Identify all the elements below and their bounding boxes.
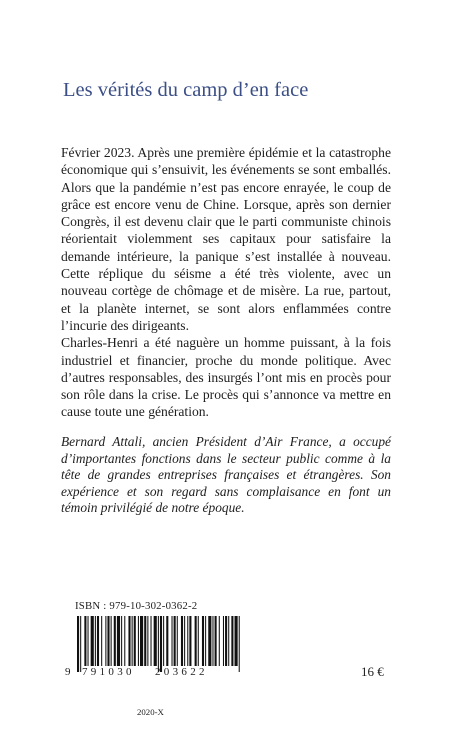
barcode-bar: [144, 616, 146, 666]
barcode-bar: [128, 616, 130, 666]
barcode-bar: [84, 616, 86, 666]
barcode-bar: [235, 616, 238, 666]
summary-paragraph-1: Février 2023. Après une première épidémie et la catastrophe économique qui s’ensuivit, les événements se sont emballés. Alors que la pandémie n’est pas encore enrayée, le coup de grâce est encore venu de Chine. Lorsque, après son dernier Congrès, il est devenu clair que le parti communiste chinois réorientait violemment ses capitaux pour satisfaire la demande intérieure, la panique s’est installée à nouveau. Cette réplique du séisme a été très violente, avec un nouveau cortège de chômage et de misère. La rue, partout, et la planète internet, se sont alors enflammées contre l’incurie des dirigeants.: [61, 145, 391, 333]
barcode-bar: [121, 616, 122, 666]
barcode-bar: [124, 616, 125, 666]
barcode-bar: [187, 616, 188, 666]
barcode-bar: [198, 616, 199, 666]
barcode-bar: [140, 616, 143, 666]
barcode-bar: [223, 616, 224, 666]
barcode-bar: [195, 616, 197, 666]
back-cover-summary: [61, 144, 391, 421]
price: 16 €: [361, 664, 384, 679]
book-title: Les vérités du camp d’en face: [63, 79, 309, 101]
barcode-bar: [151, 616, 152, 666]
barcode-bar: [239, 616, 240, 672]
barcode-bar: [208, 616, 211, 666]
barcode-bar: [147, 616, 148, 666]
barcode-bar: [205, 616, 206, 666]
barcode-bar: [219, 616, 220, 666]
barcode-bar: [231, 616, 233, 666]
barcode-bar: [174, 616, 176, 666]
barcode-bar: [105, 616, 106, 666]
barcode-bar: [114, 616, 116, 666]
barcode-bar: [177, 616, 178, 666]
barcode-bar: [95, 616, 96, 666]
barcode-bar: [184, 616, 185, 666]
barcode-bar: [166, 616, 168, 666]
barcode-digits-right: 203622: [155, 666, 208, 678]
barcode-bar: [172, 616, 173, 666]
barcode-bar: [134, 616, 136, 666]
barcode-bar: [160, 616, 162, 672]
barcode-bar: [181, 616, 183, 666]
barcode-digits-left: 791030: [82, 666, 135, 678]
barcode-bar: [154, 616, 157, 666]
barcode-bar: [132, 616, 133, 666]
isbn-number: ISBN : 979-10-302-0362-2: [75, 600, 198, 612]
barcode-bar: [189, 616, 191, 666]
barcode-bar: [80, 616, 81, 672]
barcode-digit-first: 9: [65, 666, 71, 678]
barcode-bar: [91, 616, 94, 666]
edition-code: 2020-X: [137, 707, 164, 717]
barcode-bar: [117, 616, 120, 666]
barcode-bar: [77, 616, 79, 672]
author-bio: Bernard Attali, ancien Président d’Air France, a occupé d’importantes fonctions dans le secteur public comme à la tête de grandes entreprises françaises et étrangères. Son expérience et son regard sans complaisance en font un témoin privilégié de notre époque.: [61, 434, 391, 516]
barcode-bar: [158, 616, 159, 672]
barcode-bar: [215, 616, 217, 666]
isbn-barcode-block: [65, 600, 245, 694]
barcode-bar: [202, 616, 204, 666]
barcode-bar: [101, 616, 102, 666]
barcode-bar: [225, 616, 227, 666]
summary-paragraph-2: Charles-Henri a été naguère un homme puissant, à la fois industriel et financier, proche du monde politique. Avec d’autres responsables, des insurgés l’ont mis en procès pour son rôle dans la crise. Le procès qui s’annonce va mettre en cause toute une génération.: [61, 335, 391, 420]
barcode-bar: [163, 616, 164, 666]
barcode-bar: [228, 616, 229, 666]
barcode-bar: [88, 616, 89, 666]
barcode-bar: [111, 616, 112, 666]
barcode-bar: [212, 616, 213, 666]
barcode-bar: [107, 616, 109, 666]
barcode-bar: [138, 616, 139, 666]
barcode-bar: [97, 616, 99, 666]
